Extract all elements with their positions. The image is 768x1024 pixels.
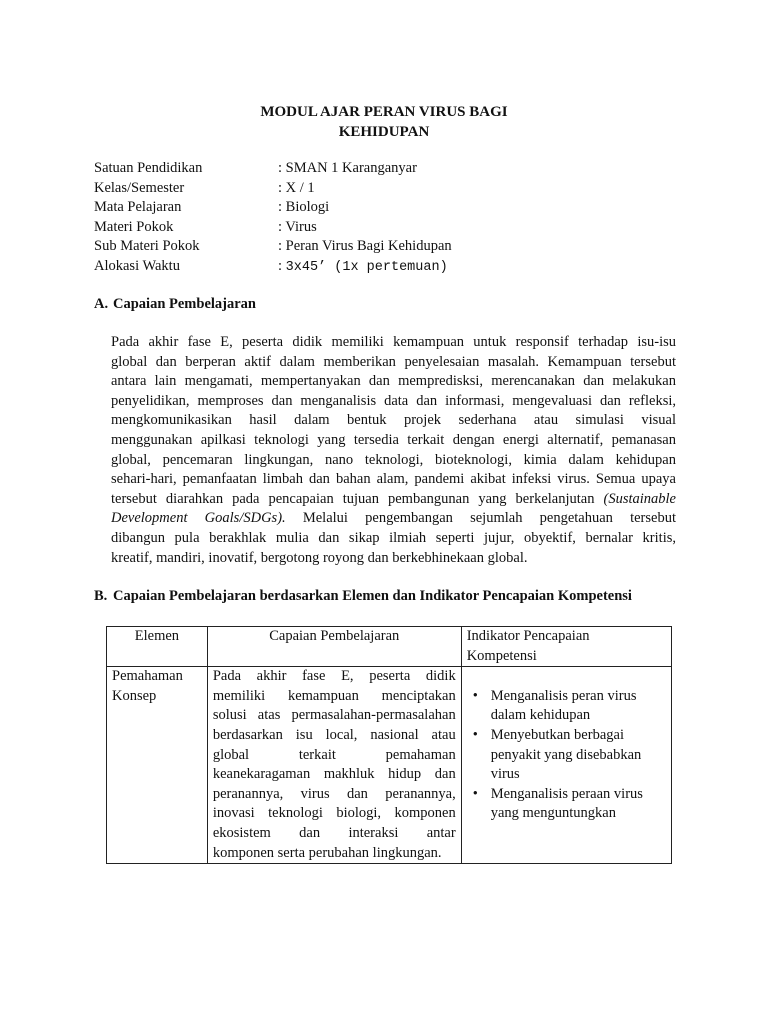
capaian-line: global terkait pemahaman <box>212 746 456 763</box>
capaian-line: memiliki kemampuan menciptakan <box>212 687 456 704</box>
capaian-line: inovasi teknologi biologi, komponen <box>212 805 456 822</box>
paragraph-line-10 <box>111 509 676 529</box>
capaian-line: solusi atas permasalahan-permasalahan <box>212 707 456 724</box>
italic-term: Development Goals/SDGs). <box>111 510 286 527</box>
paragraph-line: kreatif, mandiri, inovatif, bergotong royong dan berkebhinekaan global. <box>111 549 528 566</box>
table-header-indikator <box>461 627 671 667</box>
capaian-line: komponen serta perubahan lingkungan. <box>212 844 442 861</box>
paragraph-line-text: Melalui pengembangan sejumlah pengetahuan tersebut <box>302 510 676 527</box>
paragraph-line: sehari-hari, pemanfaatan limbah dan bahan alam, pandemi akibat infeksi virus. Semua upaya <box>111 471 676 488</box>
bullet-icon: • <box>472 785 478 802</box>
table-header-capaian: Capaian Pembelajaran <box>207 627 461 667</box>
cell-elemen <box>107 667 208 864</box>
list-item <box>467 785 666 824</box>
section-letter: B. <box>94 588 108 604</box>
capaian-line: berdasarkan isu local, nasional atau <box>212 726 456 743</box>
meta-value <box>278 257 448 278</box>
meta-label: Materi Pokok <box>94 218 174 235</box>
list-item <box>467 687 666 726</box>
meta-label: Sub Materi Pokok <box>94 238 200 255</box>
table-row <box>107 667 672 864</box>
header-line: Indikator Pencapaian <box>466 628 590 644</box>
paragraph-line: global, pencemaran lingkungan, nano teknologi, bioteknologi, kimia dalam kehidupan <box>111 451 676 468</box>
table-header-row <box>107 627 672 667</box>
indikator-line: Menyebutkan berbagai <box>490 726 624 743</box>
section-a-heading <box>94 294 256 314</box>
paragraph-line: mengkomunikasikan hasil dalam bentuk projek sederhana atau simulasi visual <box>111 412 676 429</box>
cell-indikator <box>461 667 671 864</box>
meta-value-prefix: : <box>278 257 286 274</box>
meta-label: Alokasi Waktu <box>94 257 180 274</box>
document-title-line-2: KEHIDUPAN <box>338 124 430 140</box>
section-title: Capaian Pembelajaran <box>113 296 256 312</box>
capaian-text <box>213 667 456 863</box>
table-header-elemen: Elemen <box>107 627 208 667</box>
meta-value: : Virus <box>278 218 317 235</box>
meta-value: : Biologi <box>278 199 330 216</box>
paragraph-line-text: tersebut diarahkan pada pencapaian tujuan pembangunan yang berkelanjutan <box>111 490 595 507</box>
section-b-heading <box>94 586 632 606</box>
meta-label: Kelas/Semester <box>94 179 185 196</box>
indikator-line: Menganalisis peran virus <box>490 687 637 704</box>
bullet-icon: • <box>472 726 478 743</box>
paragraph-line: global dan berperan aktif dalam memberikan penyelesaian masalah. Kemampuan tersebut <box>111 353 676 370</box>
indikator-line: virus <box>490 766 520 783</box>
section-a-paragraph <box>111 333 676 568</box>
capaian-line: peranannya, virus dan peranannya, <box>212 785 456 802</box>
paragraph-line: Pada akhir fase E, peserta didik memiliki kemampuan untuk responsif terhadap isu-isu <box>111 334 676 350</box>
paragraph-line: antara lain mengamati, mempertanyakan dan mempredisksi, merencanakan dan melakukan <box>111 373 676 390</box>
list-item <box>467 726 666 785</box>
italic-term: (Sustainable <box>603 490 676 507</box>
paragraph-line: menggunakan apilkasi teknologi yang tersedia terkait dengan energi alternatif, pemanasan <box>111 431 676 448</box>
capaian-line: keanekaragaman makhluk hidup dan <box>212 766 456 783</box>
paragraph-line-9 <box>111 490 676 510</box>
indikator-line: dalam kehidupan <box>490 707 591 724</box>
meta-label: Mata Pelajaran <box>94 199 182 216</box>
competency-table <box>106 626 672 864</box>
meta-label: Satuan Pendidikan <box>94 160 203 176</box>
capaian-line: ekosistem dan interaksi antar <box>212 824 456 841</box>
indikator-line: Menganalisis peraan virus <box>490 785 643 802</box>
paragraph-line: penyelidikan, memproses dan menganalisis data dan informasi, mengevaluasi dan refleksi, <box>111 392 676 409</box>
indikator-list <box>467 687 666 824</box>
meta-value: : SMAN 1 Karanganyar <box>278 160 417 176</box>
meta-value-time: 3x45’ (1x pertemuan) <box>285 259 448 275</box>
capaian-line: Pada akhir fase E, peserta didik <box>212 668 456 685</box>
elemen-line: Pemahaman <box>112 668 183 685</box>
bullet-icon: • <box>472 687 478 704</box>
section-title: Capaian Pembelajaran berdasarkan Elemen dan Indikator Pencapaian Kompetensi <box>113 588 632 604</box>
indikator-line: yang menguntungkan <box>490 805 616 822</box>
indikator-line: penyakit yang disebabkan <box>490 746 642 763</box>
meta-value: : Peran Virus Bagi Kehidupan <box>278 238 452 255</box>
document-title-line-1: MODUL AJAR PERAN VIRUS BAGI <box>260 104 508 120</box>
paragraph-line: dibangun pula berakhlak mulia dan sikap ilmiah seperti jujur, obyektif, bernalar kritis, <box>111 529 676 546</box>
header-line: Kompetensi <box>466 647 537 664</box>
elemen-line: Konsep <box>112 687 157 704</box>
meta-value: : X / 1 <box>278 179 315 196</box>
cell-capaian <box>207 667 461 864</box>
section-letter: A. <box>94 296 109 312</box>
